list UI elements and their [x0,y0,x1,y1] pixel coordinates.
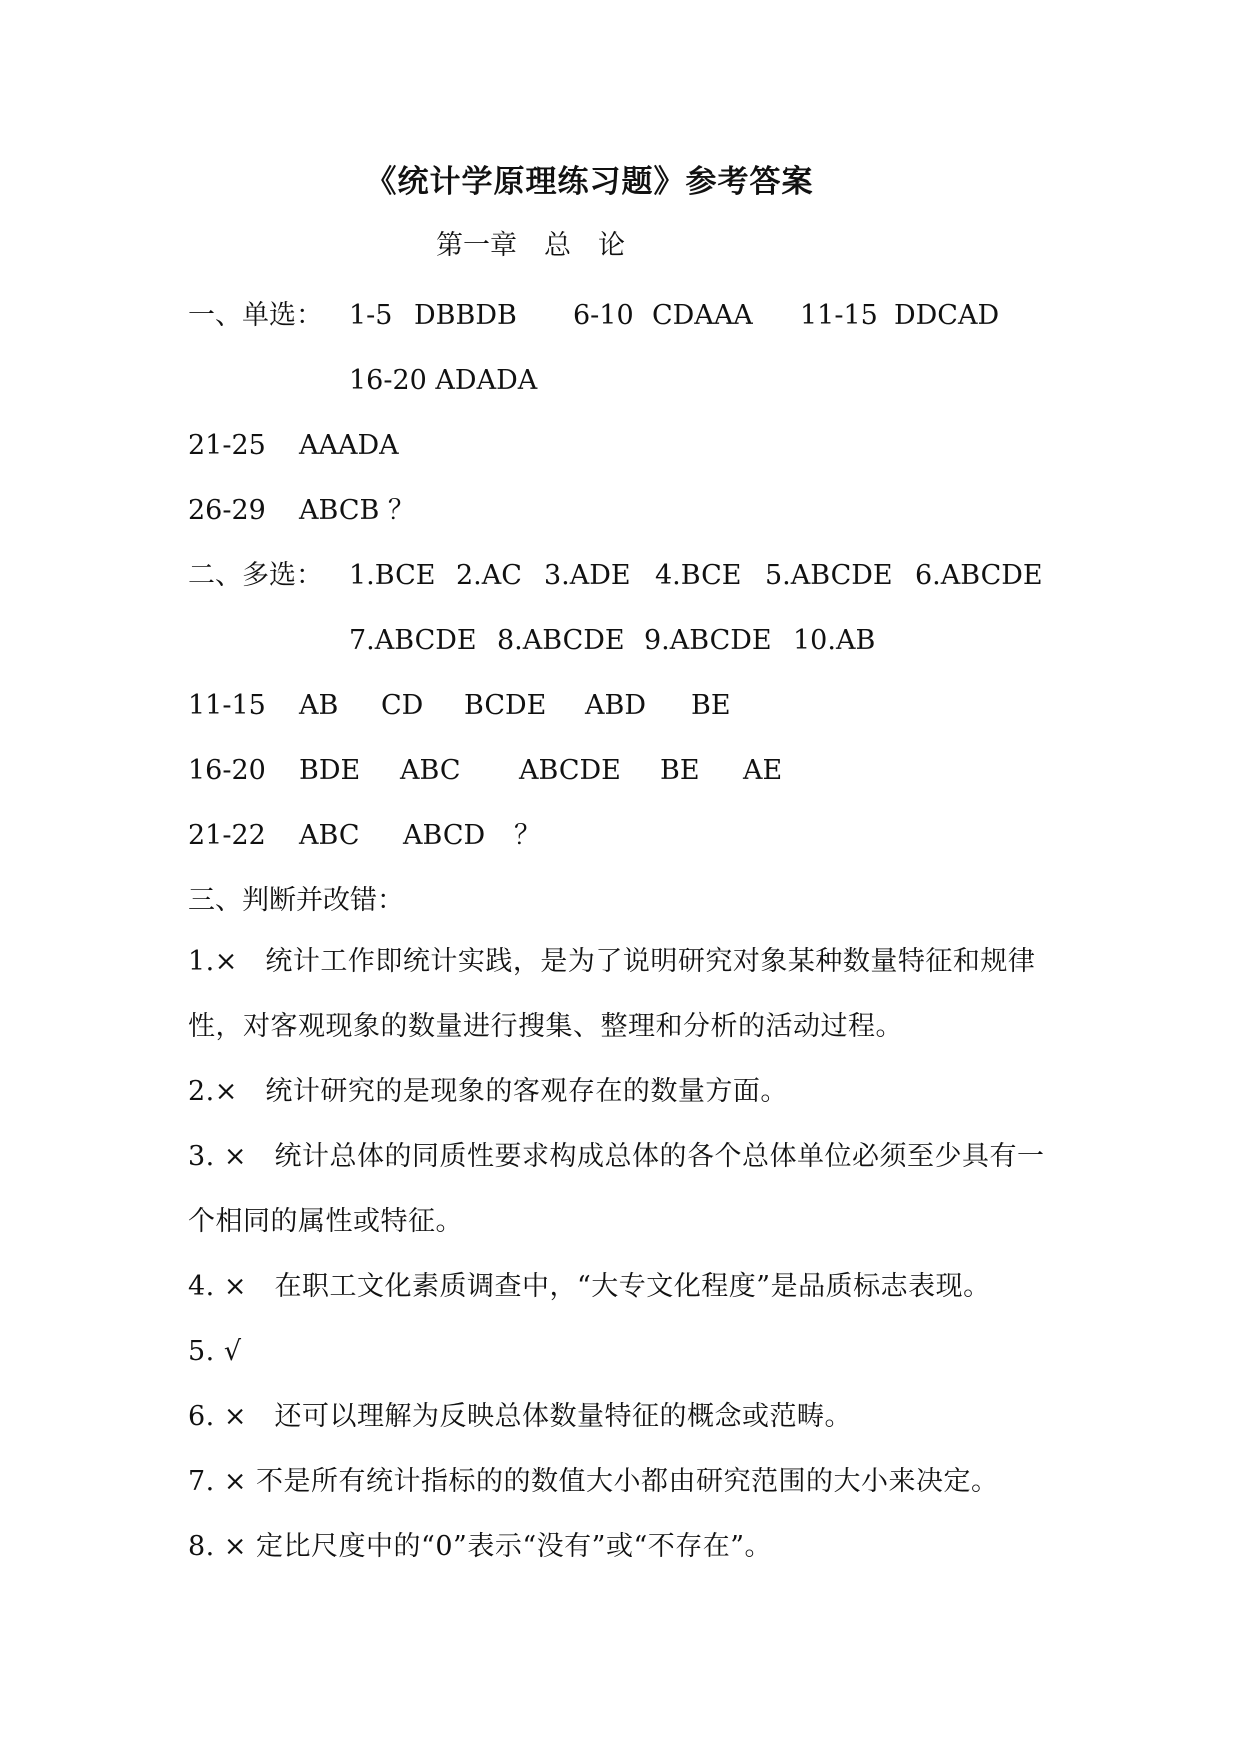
multi-choice-row-1 [188,558,1068,594]
single-choice-label: 一、单选： [188,300,323,331]
correction-item-3: 3. × 统计总体的同质性要求构成总体的各个总体单位必须至少具有一个相同的属性或特征。 [188,1141,1045,1237]
correction-item-4: 4. × 在职工文化素质调查中，“大专文化程度”是品质标志表现。 [188,1271,991,1302]
multi-choice-row-5 [188,818,688,854]
single-choice-row-3 [188,428,688,464]
answer-value: ABCB ？ [299,495,415,526]
answer-value: 9.ABCDE [644,625,772,656]
answer-value: BDE [299,755,361,786]
true-false-label: 三、判断并改错： [188,885,404,916]
correction-item-8: 8. × 定比尺度中的“0”表示“没有”或“不存在”。 [188,1531,773,1562]
answer-value: 10.AB [793,625,876,656]
answer-range: 21-22 [188,820,266,851]
correction-item-2: 2.× 统计研究的是现象的客观存在的数量方面。 [188,1076,788,1107]
correction-item-7: 7. × 不是所有统计指标的的数值大小都由研究范围的大小来决定。 [188,1466,999,1497]
answer-value: ABC [400,755,461,786]
correction-item-5: 5. √ [188,1336,242,1367]
answer-value: ABC [299,820,360,851]
answer-value: ？ [514,820,541,851]
answer-range: 11-15 [188,690,266,721]
answer-range: 26-29 [188,495,266,526]
answer-range: 21-25 [188,430,266,461]
document-title: 《统计学原理练习题》参考答案 [365,164,814,200]
answer-value: BCDE [464,690,547,721]
answer-value: 2.AC [456,560,522,591]
answer-range: 11-15 [800,300,878,331]
answer-value: 3.ADE [544,560,631,591]
answer-value: AE [743,755,783,786]
single-choice-row-1 [188,298,1068,334]
answer-range: 1-5 [349,300,393,331]
answer-value: BE [660,755,700,786]
chapter-heading: 第一章 总 论 [436,230,625,261]
answer-value: ABCD [403,820,486,851]
multi-choice-row-4 [188,753,888,789]
multi-choice-label: 二、多选： [188,560,323,591]
correction-item-6: 6. × 还可以理解为反映总体数量特征的概念或范畴。 [188,1401,852,1432]
answer-value: 5.ABCDE [765,560,893,591]
answer-value: ABD [585,690,646,721]
multi-choice-row-2 [349,623,1069,659]
answer-range: 16-20 [188,755,266,786]
answer-value: 8.ABCDE [497,625,625,656]
answer-value: ABCDE [519,755,621,786]
answer-value: 4.BCE [655,560,742,591]
answer-value: CDAAA [652,300,753,331]
single-choice-row-4 [188,493,688,529]
answer-value: 7.ABCDE [349,625,477,656]
answer-value: AAADA [299,430,399,461]
answer-value: DDCAD [894,300,1000,331]
answer-value: BE [691,690,731,721]
answer-value: AB [299,690,339,721]
correction-item-1: 1.× 统计工作即统计实践，是为了说明研究对象某种数量特征和规律性，对客观现象的数量进行搜集、整理和分析的活动过程。 [188,946,1036,1042]
answer-value: 6.ABCDE [915,560,1043,591]
answer-value: DBBDB [414,300,517,331]
multi-choice-row-3 [188,688,888,724]
answer-range: 6-10 [573,300,634,331]
answer-value: CD [381,690,424,721]
single-choice-row-2: 16-20 ADADA [349,365,538,396]
answer-value: 1.BCE [349,560,436,591]
